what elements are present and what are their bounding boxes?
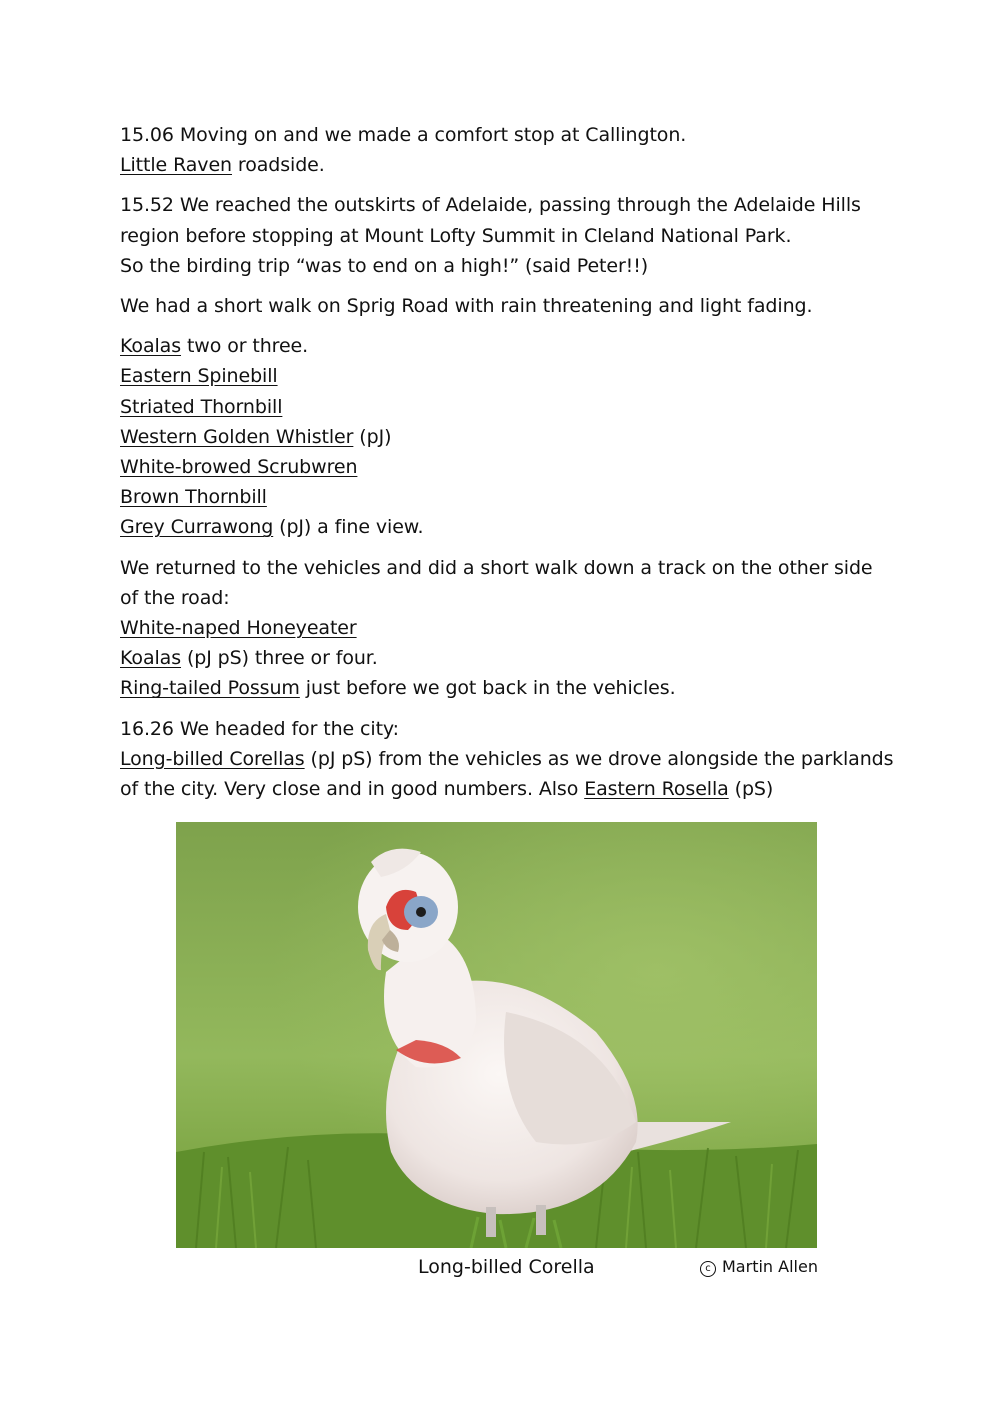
corella-illustration [176,822,817,1248]
photo-caption: Long-billed Corella [418,1256,595,1278]
text-line: We returned to the vehicles and did a short walk down a track on the other side [120,556,873,579]
list-item [120,482,890,512]
corella-photo [176,822,817,1248]
list-item: Koalas two or three. [120,335,309,358]
paragraph-sprig-road [120,291,890,321]
list-item [120,613,890,643]
species-link[interactable]: Ring-tailed Possum [120,677,300,700]
text-line: So the birding trip “was to end on a high!” (said Peter!!) [120,254,649,277]
list-item: Ring-tailed Possum just before we got back in the vehicles. [120,677,676,700]
text-line: 16.26 We headed for the city: [120,717,399,740]
species-link[interactable]: Brown Thornbill [120,486,267,509]
species-link[interactable]: Little Raven [120,154,232,177]
species-list-1 [120,331,890,542]
list-item [120,392,890,422]
text-line: 15.06 Moving on and we made a comfort stop at Callington. [120,124,687,146]
species-link[interactable]: Koalas [120,335,182,358]
list-item: Western Golden Whistler (pJ) [120,425,392,448]
paragraph-city: 16.26 We headed for the city: Long-billed Corellas (pJ pS) from the vehicles as we drove alongside the parklands of the city. Very close and in good numbers. Also Eastern Rosella (pS) [120,714,890,805]
document-text [120,120,894,814]
text-line: of the road: [120,586,230,609]
list-item [120,452,890,482]
species-link[interactable]: White-naped Honeyeater [120,617,357,640]
list-item [120,361,890,391]
text-line: region before stopping at Mount Lofty Summit in Cleland National Park. [120,224,792,247]
species-link[interactable]: Striated Thornbill [120,395,283,418]
paragraph-track-walk [120,553,890,704]
paragraph-adelaide [120,190,890,281]
species-link[interactable]: Western Golden Whistler [120,425,354,448]
paragraph-callington: 15.06 Moving on and we made a comfort stop at Callington. Little Raven roadside. [120,120,890,180]
species-link[interactable]: Eastern Rosella [584,778,729,801]
species-link[interactable]: White-browed Scrubwren [120,456,358,479]
list-item: Grey Currawong (pJ) a fine view. [120,516,424,539]
species-link[interactable]: Long-billed Corellas [120,747,305,770]
species-link[interactable]: Eastern Spinebill [120,365,278,388]
photo-credit: c Martin Allen [700,1255,818,1279]
species-link[interactable]: Koalas [120,647,182,670]
text-line: 15.52 We reached the outskirts of Adelaide, passing through the Adelaide Hills [120,194,861,217]
copyright-icon: c [700,1261,716,1277]
species-link[interactable]: Grey Currawong [120,516,274,539]
text-line: We had a short walk on Sprig Road with rain threatening and light fading. [120,295,813,318]
list-item: Koalas (pJ pS) three or four. [120,647,378,670]
